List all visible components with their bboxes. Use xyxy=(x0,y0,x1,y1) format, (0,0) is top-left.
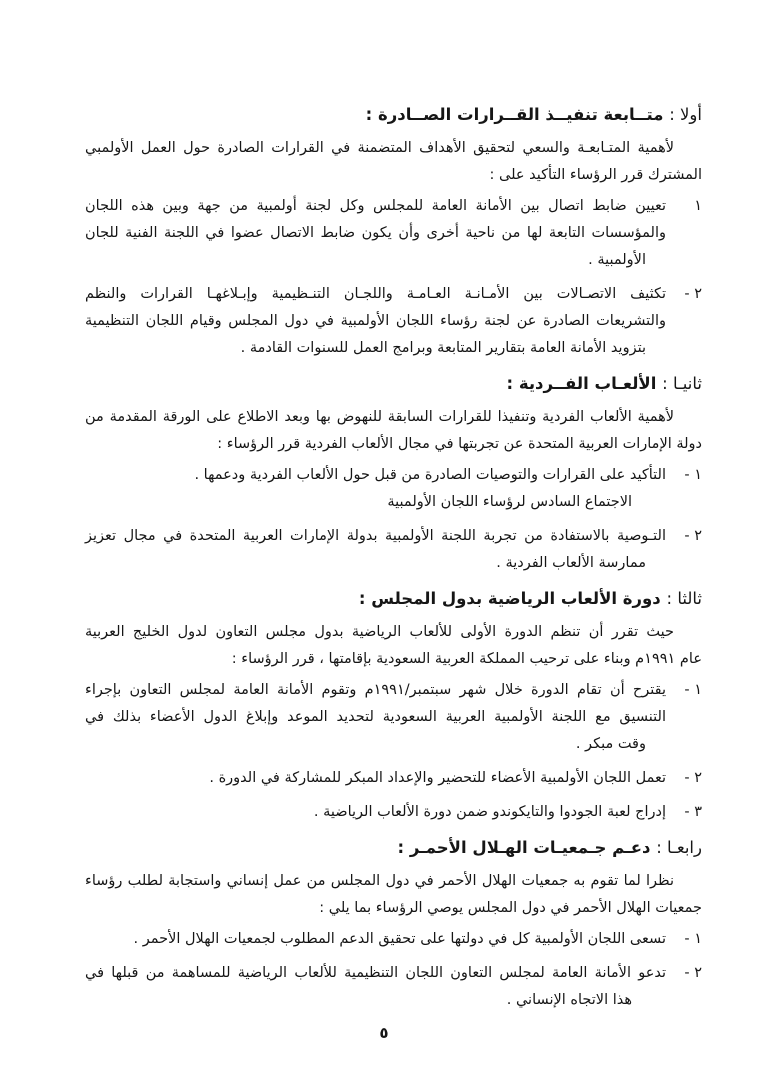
section-label: ثالثا : xyxy=(666,589,702,608)
item-line: التنسيق مع اللجنة الأولمبية العربية السعودية لتحديد الموعد وإبلاغ الدول الأعضاء بذلك في xyxy=(85,709,666,725)
paragraph-line: لأهمية الألعاب الفردية وتنفيذا للقرارات السابقة للنهوض بها وبعد الاطلاع على الورقة المقدمة من xyxy=(85,409,674,425)
item-marker: ٢ - xyxy=(684,965,702,981)
item-line: وقت مبكر . xyxy=(575,736,646,752)
item-text xyxy=(85,193,666,274)
item-marker: ١ - xyxy=(684,467,702,483)
item-line: ممارسة الألعاب الفردية . xyxy=(496,555,646,571)
item-line: الأولمبية . xyxy=(588,252,646,268)
section-intro xyxy=(85,868,702,922)
item-text xyxy=(85,765,666,792)
item-line: تسعى اللجان الأولمبية كل في دولتها على تحقيق الدعم المطلوب لجمعيات الهلال الأحمر . xyxy=(133,931,666,947)
item-line: التأكيد على القرارات والتوصيات الصادرة من قبل حول الألعاب الفردية ودعمها . xyxy=(194,467,666,483)
item-text xyxy=(85,926,666,953)
paragraph-line: عام ١٩٩١م وبناء على ترحيب المملكة العربية السعودية بإقامتها ، قرر الرؤساء : xyxy=(231,651,702,667)
section-third xyxy=(85,586,702,826)
section-intro xyxy=(85,619,702,673)
paragraph-line: جمعيات الهلال الأحمر في دول المجلس يوصي الرؤساء بما يلي : xyxy=(319,900,702,916)
list-item xyxy=(85,677,702,758)
item-marker: ٣ - xyxy=(684,804,702,820)
section-label: أولا : xyxy=(669,105,702,124)
section-heading xyxy=(85,102,702,128)
item-line: تدعو الأمانة العامة لمجلس التعاون اللجان التنظيمية للألعاب الرياضية للمساهمة من قبلها في xyxy=(85,965,666,981)
section-title: الألعـاب الفــردية : xyxy=(506,374,657,393)
section-intro xyxy=(85,404,702,458)
paragraph-line: لأهمية المتـابعـة والسعي لتحقيق الأهداف المتضمنة في القرارات الصادرة حول العمل الأولمبي xyxy=(85,140,674,156)
section-fourth xyxy=(85,835,702,1014)
item-text xyxy=(85,462,666,516)
item-marker: ٢ - xyxy=(684,286,702,302)
item-text xyxy=(85,281,666,362)
section-first xyxy=(85,102,702,362)
section-title: دعـم جـمعيـات الهـلال الأحمـر : xyxy=(397,838,651,857)
section-heading xyxy=(85,371,702,397)
item-line: والمؤسسات التابعة لها من ناحية أخرى وأن يكون ضابط الاتصال عضوا في اللجنة الفنية للجان xyxy=(85,225,666,241)
list-item xyxy=(85,193,702,274)
item-line: تعيين ضابط اتصال بين الأمانة العامة للمجلس وكل لجنة أولمبية من جهة وبين هذه اللجان xyxy=(85,198,666,214)
paragraph-line: نظرا لما تقوم به جمعيات الهلال الأحمر في دول المجلس من عمل إنساني واستجابة لطلب رؤساء xyxy=(85,873,674,889)
item-marker: ٢ - xyxy=(684,528,702,544)
section-second xyxy=(85,371,702,577)
item-line: والتشريعات الصادرة عن لجنة رؤساء اللجان الأولمبية في دول المجلس وقيام اللجان التنظيمية xyxy=(85,313,666,329)
item-line: التـوصية بالاستفادة من تجربة اللجنة الأولمبية بدولة الإمارات العربية المتحدة في مجال تعزيز xyxy=(85,528,666,544)
section-intro xyxy=(85,135,702,189)
section-heading xyxy=(85,586,702,612)
section-title: دورة الألعاب الرياضية بدول المجلس : xyxy=(358,589,661,608)
list-item xyxy=(85,799,702,826)
paragraph-line: حيث تقرر أن تنظم الدورة الأولى للألعاب الرياضية بدول مجلس التعاون لدول الخليج العربية xyxy=(85,624,674,640)
section-title: متــابعة تنفيــذ القــرارات الصــادرة : xyxy=(365,105,664,124)
list-item xyxy=(85,462,702,516)
item-text xyxy=(85,523,666,577)
list-item xyxy=(85,281,702,362)
list-item xyxy=(85,523,702,577)
item-marker: ١ - xyxy=(684,931,702,947)
item-line: يقترح أن تقام الدورة خلال شهر سبتمبر/١٩٩١م وتقوم الأمانة العامة لمجلس التعاون بإجراء xyxy=(85,682,666,698)
item-marker: ١ xyxy=(694,198,702,214)
item-line: إدراج لعبة الجودوا والتايكوندو ضمن دورة الألعاب الرياضية . xyxy=(313,804,666,820)
item-text xyxy=(85,677,666,758)
item-line: هذا الاتجاه الإنساني . xyxy=(506,992,632,1008)
item-marker: ٢ - xyxy=(684,770,702,786)
section-label: رابعـا : xyxy=(656,838,702,857)
item-line: الاجتماع السادس لرؤساء اللجان الأولمبية xyxy=(387,494,632,510)
item-line: بتزويد الأمانة العامة بتقارير المتابعة وبرامج العمل للسنوات القادمة . xyxy=(240,340,646,356)
list-item xyxy=(85,926,702,953)
page-number: ٥ xyxy=(379,1024,389,1042)
item-line: تعمل اللجان الأولمبية الأعضاء للتحضير والإعداد المبكر للمشاركة في الدورة . xyxy=(209,770,666,786)
paragraph-line: المشترك قرر الرؤساء التأكيد على : xyxy=(489,167,702,183)
section-label: ثانيـا : xyxy=(662,374,702,393)
item-line: تكثيف الاتصـالات بين الأمـانـة العـامـة واللجـان التنـظيمية وإبـلاغهـا القرارات والنظم xyxy=(85,286,666,302)
item-text xyxy=(85,960,666,1014)
section-heading xyxy=(85,835,702,861)
paragraph-line: دولة الإمارات العربية المتحدة عن تجربتها في مجال الألعاب الفردية قرر الرؤساء : xyxy=(217,436,702,452)
list-item xyxy=(85,960,702,1014)
list-item xyxy=(85,765,702,792)
item-marker: ١ - xyxy=(684,682,702,698)
item-text xyxy=(85,799,666,826)
